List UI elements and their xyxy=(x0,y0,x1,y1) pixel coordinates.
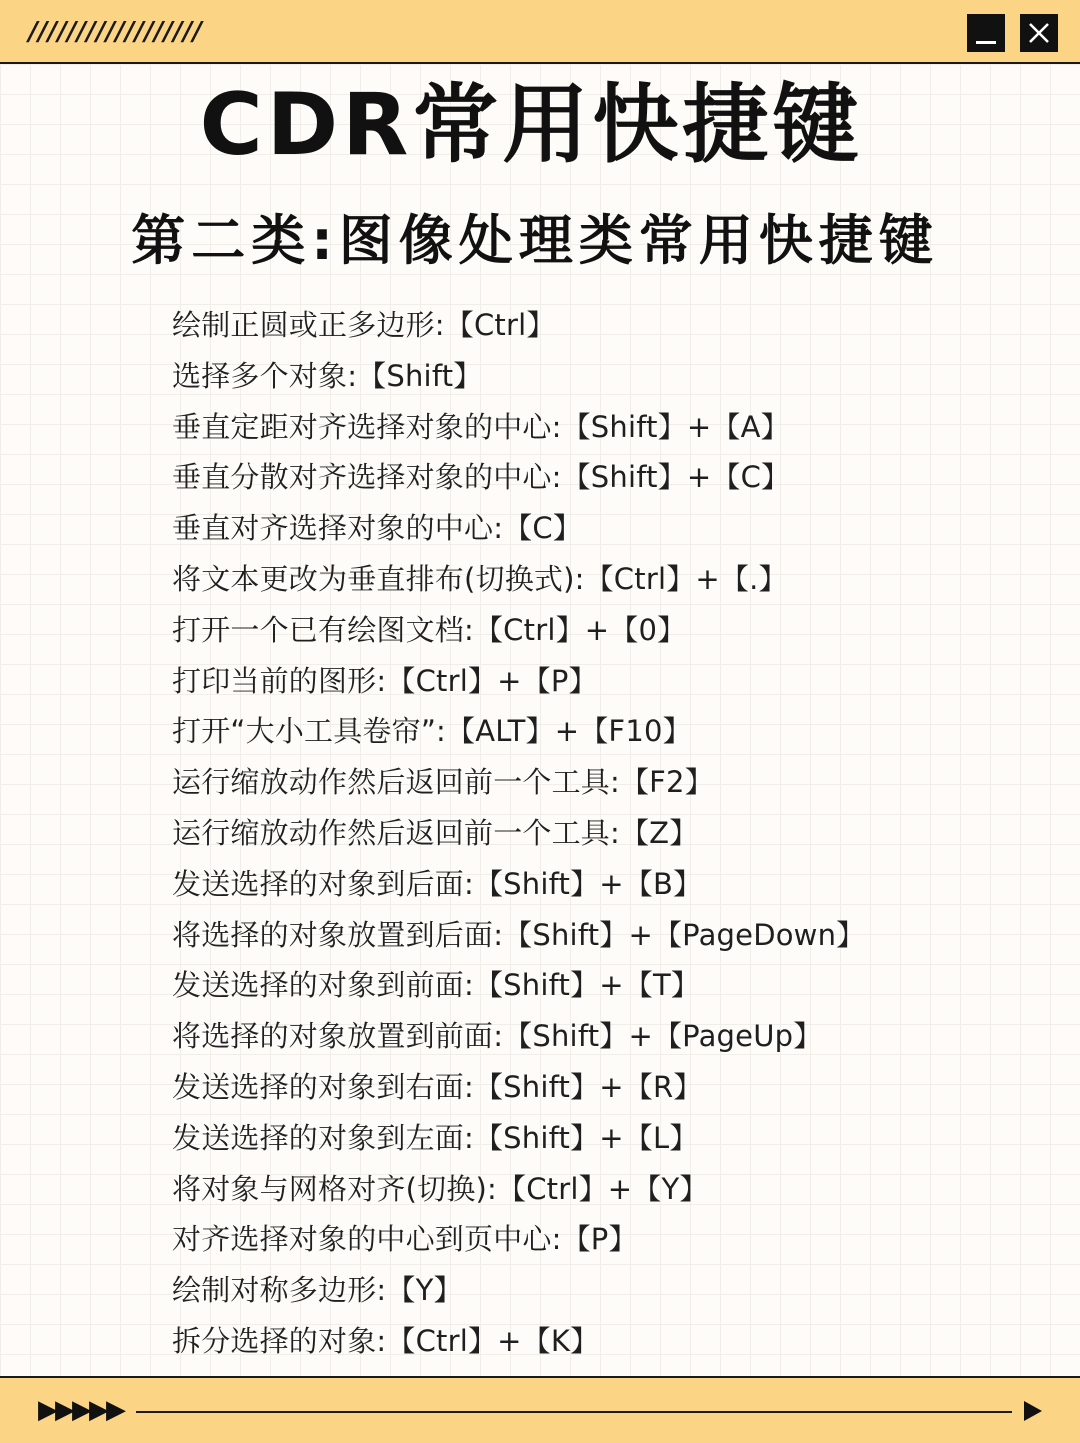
content-area xyxy=(0,64,1080,1376)
shortcut-item: 发送选择的对象到右面:【Shift】+【R】 xyxy=(172,1069,703,1104)
shortcut-item: 打印当前的图形:【Ctrl】+【P】 xyxy=(172,663,598,698)
shortcut-item: 将选择的对象放置到后面:【Shift】+【PageDown】 xyxy=(172,917,866,952)
progress-track xyxy=(136,1411,1012,1413)
arrows-decoration: ▶▶▶▶▶ xyxy=(38,1395,123,1425)
shortcut-item: 运行缩放动作然后返回前一个工具:【F2】 xyxy=(172,765,714,800)
shortcut-item: 选择多个对象:【Shift】 xyxy=(172,358,483,393)
shortcut-item: 垂直对齐选择对象的中心:【C】 xyxy=(172,511,583,546)
shortcut-item: 将选择的对象放置到前面:【Shift】+【PageUp】 xyxy=(172,1019,823,1054)
shortcut-item: 运行缩放动作然后返回前一个工具:【Z】 xyxy=(172,815,699,850)
shortcut-item: 将文本更改为垂直排布(切换式):【Ctrl】+【.】 xyxy=(172,561,788,596)
minimize-button[interactable] xyxy=(967,14,1005,52)
shortcut-item: 绘制正圆或正多边形:【Ctrl】 xyxy=(172,308,556,342)
shortcut-item: 发送选择的对象到前面:【Shift】+【T】 xyxy=(172,968,701,1003)
play-icon xyxy=(1018,1396,1048,1426)
shortcut-item: 绘制对称多边形:【Y】 xyxy=(172,1273,463,1308)
shortcut-item: 发送选择的对象到左面:【Shift】+【L】 xyxy=(172,1120,699,1155)
shortcut-item: 发送选择的对象到后面:【Shift】+【B】 xyxy=(172,866,703,901)
shortcut-item: 将对象与网格对齐(切换):【Ctrl】+【Y】 xyxy=(172,1171,709,1206)
shortcut-item: 垂直定距对齐选择对象的中心:【Shift】+【A】 xyxy=(172,409,790,444)
close-icon xyxy=(1027,21,1051,45)
page-title: CDR常用快捷键 xyxy=(199,75,863,175)
title-bar xyxy=(0,0,1080,64)
play-button[interactable] xyxy=(1018,1396,1048,1426)
page-subtitle: 第二类:图像处理类常用快捷键 xyxy=(131,209,939,272)
close-button[interactable] xyxy=(1020,14,1058,52)
titlebar-decoration: ////////////////// xyxy=(26,17,200,47)
shortcut-list xyxy=(172,300,865,1367)
bottom-bar xyxy=(0,1376,1080,1443)
minimize-icon xyxy=(976,41,996,44)
shortcut-item: 打开“大小工具卷帘”:【ALT】+【F10】 xyxy=(172,714,692,749)
shortcut-item: 打开一个已有绘图文档:【Ctrl】+【0】 xyxy=(172,612,687,647)
shortcut-item: 对齐选择对象的中心到页中心:【P】 xyxy=(172,1222,638,1257)
shortcut-item: 垂直分散对齐选择对象的中心:【Shift】+【C】 xyxy=(172,460,791,495)
shortcut-item: 拆分选择的对象:【Ctrl】+【K】 xyxy=(172,1323,600,1358)
